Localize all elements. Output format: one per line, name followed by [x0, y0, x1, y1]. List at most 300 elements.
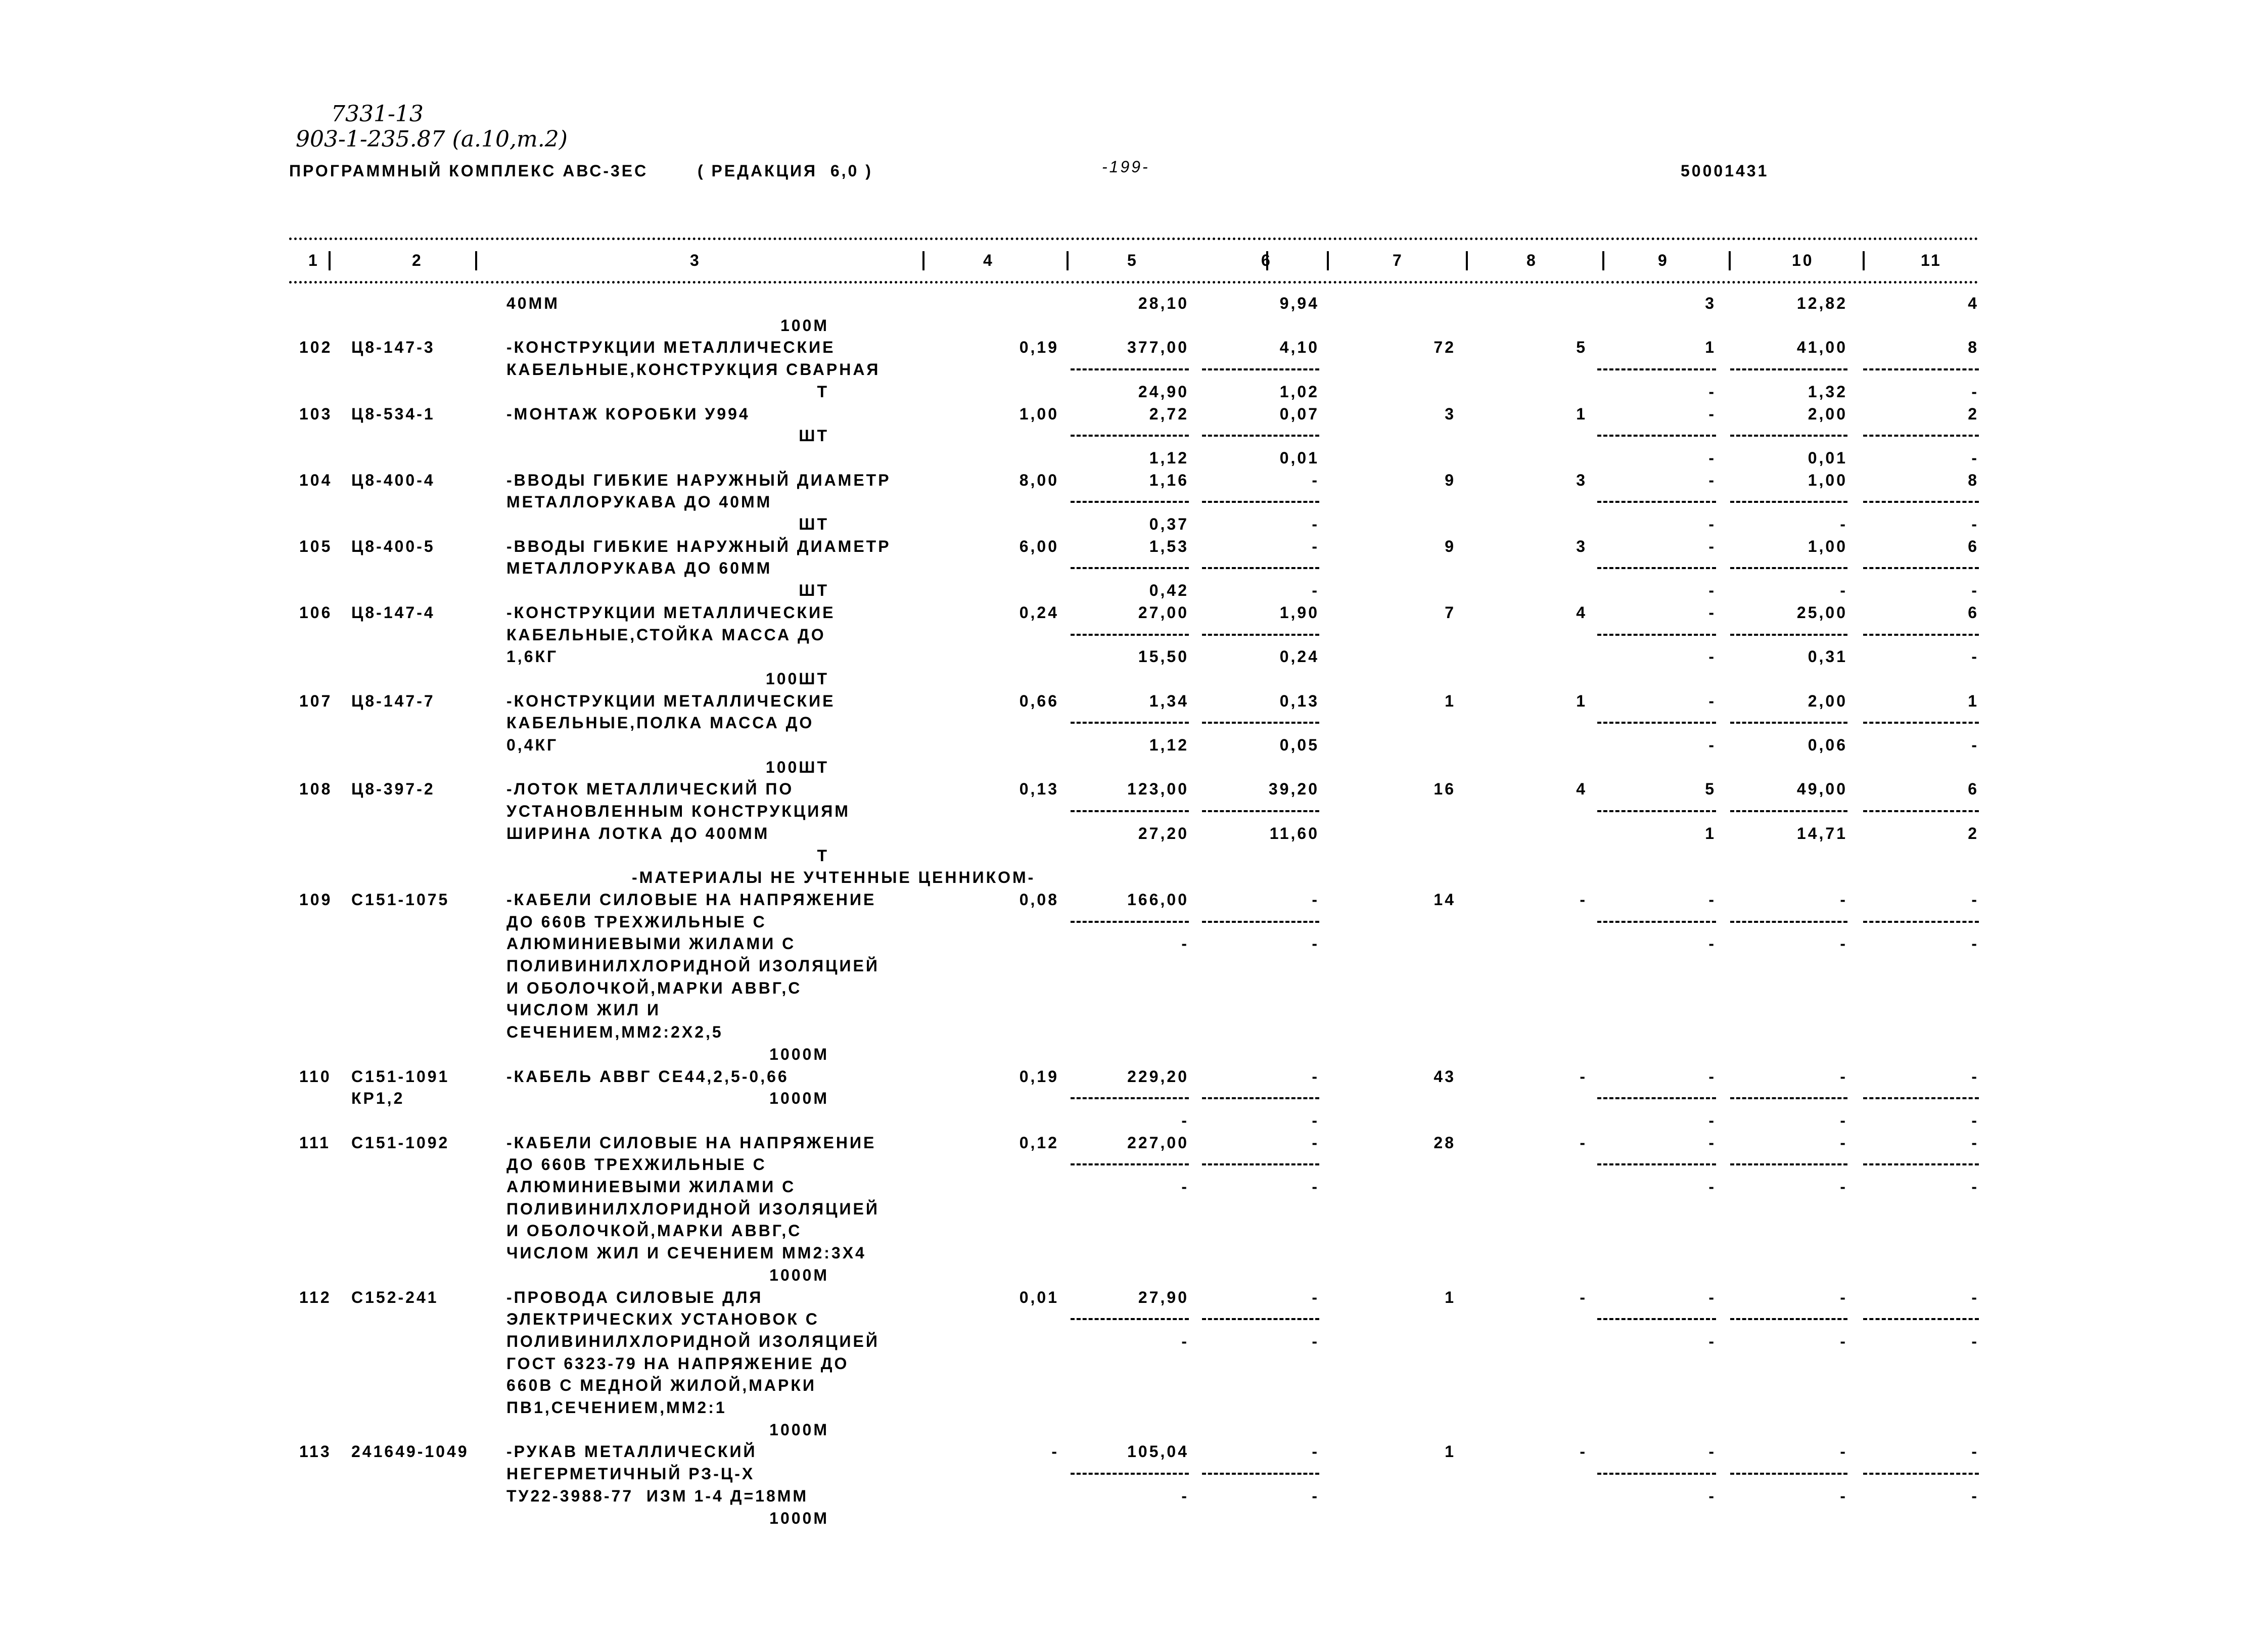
- cell-c11: -: [1971, 647, 1979, 666]
- cell-c7: 72: [1433, 338, 1456, 357]
- subtotal-divider: [1071, 810, 1189, 812]
- table-line: [0, 779, 2268, 801]
- cell-c11: -: [1971, 1067, 1979, 1086]
- cell-desc: КАБЕЛЬНЫЕ,ПОЛКА МАССА ДО: [506, 714, 814, 732]
- cell-desc: -КАБЕЛИ СИЛОВЫЕ НА НАПРЯЖЕНИЕ: [506, 1133, 876, 1152]
- table-line: [0, 889, 2268, 912]
- cell-c9: -: [1708, 1442, 1716, 1461]
- subtotal-divider: [1071, 921, 1189, 923]
- cell-desc: ЧИСЛОМ ЖИЛ И: [506, 1001, 661, 1019]
- subtotal-divider: [1202, 634, 1319, 636]
- cell-c11: 1: [1968, 691, 1979, 710]
- cell-c5: 15,50: [1138, 647, 1189, 666]
- table-line: [0, 536, 2268, 558]
- column-header-10: 10: [1792, 251, 1814, 269]
- subtotal-divider: [1071, 1473, 1189, 1475]
- cell-c10: 1,32: [1808, 382, 1847, 401]
- cell-c6: 1,02: [1279, 382, 1319, 401]
- cell-desc: ПВ1,СЕЧЕНИЕМ,ММ2:1: [506, 1398, 727, 1417]
- table-line: [0, 1397, 2268, 1420]
- cell-c7: 1: [1445, 1442, 1456, 1461]
- cell-c7: 1: [1445, 691, 1456, 710]
- cell-c7: 9: [1445, 471, 1456, 489]
- table-line: [0, 691, 2268, 713]
- table-line: [0, 1154, 2268, 1177]
- cell-c9: -: [1708, 471, 1716, 489]
- column-header-1: 1: [308, 251, 319, 269]
- cell-c9: -: [1708, 1067, 1716, 1086]
- cell-c7: 14: [1433, 890, 1456, 909]
- table-line: [0, 1066, 2268, 1089]
- cell-head: -МАТЕРИАЛЫ НЕ УЧТЕННЫЕ ЦЕННИКОМ-: [632, 868, 1036, 887]
- cell-c5: 2,72: [1149, 404, 1189, 423]
- cell-desc: СЕЧЕНИЕМ,ММ2:2Х2,5: [506, 1023, 723, 1042]
- cell-desc: ПОЛИВИНИЛХЛОРИДНОЙ ИЗОЛЯЦИЕЙ: [506, 957, 880, 975]
- cell-c7: 1: [1445, 1288, 1456, 1306]
- cell-desc: НЕГЕРМЕТИЧНЫЙ РЗ-Ц-Х: [506, 1465, 755, 1483]
- cell-code: С151-1075: [351, 890, 450, 909]
- table-line: [0, 514, 2268, 536]
- cell-c4: 0,19: [1019, 338, 1059, 357]
- column-separator: [922, 251, 924, 270]
- cell-num: 113: [299, 1442, 332, 1461]
- table-line: [0, 315, 2268, 338]
- cell-c6: 4,10: [1279, 338, 1319, 357]
- table-line: [0, 1243, 2268, 1265]
- subtotal-divider: [1730, 435, 1847, 437]
- subtotal-divider: [1597, 435, 1716, 437]
- cell-c10: 14,71: [1796, 824, 1847, 842]
- cell-c5: 1,53: [1149, 537, 1189, 555]
- column-separator: [1067, 251, 1069, 270]
- cell-unit: 100М: [780, 316, 829, 335]
- cell-c9: -: [1708, 1133, 1716, 1152]
- subtotal-divider: [1863, 435, 1979, 437]
- table-line: [0, 1022, 2268, 1044]
- table-line: [0, 757, 2268, 779]
- cell-code: Ц8-400-4: [351, 471, 435, 489]
- subtotal-divider: [1071, 722, 1189, 724]
- cell-c7: 9: [1445, 537, 1456, 555]
- cell-c11: -: [1971, 1133, 1979, 1152]
- cell-c9: -: [1708, 404, 1716, 423]
- column-header-2: 2: [412, 251, 423, 269]
- cell-c11: -: [1971, 1332, 1979, 1350]
- cell-code: С151-1091: [351, 1067, 450, 1086]
- table-line: [0, 625, 2268, 647]
- cell-c11: -: [1971, 934, 1979, 953]
- subtotal-divider: [1597, 501, 1716, 503]
- table-line: [0, 1000, 2268, 1022]
- cell-c10: 49,00: [1796, 780, 1847, 799]
- cell-desc: 1,6КГ: [506, 647, 559, 666]
- subtotal-divider: [1597, 368, 1716, 370]
- cell-c6: -: [1312, 471, 1319, 489]
- column-separator: [1266, 251, 1268, 270]
- table-line: [0, 1420, 2268, 1442]
- table-line: [0, 867, 2268, 889]
- cell-c5: -: [1181, 934, 1189, 953]
- table-line: [0, 1331, 2268, 1353]
- cell-c10: -: [1840, 934, 1847, 953]
- table-line: [0, 933, 2268, 956]
- table-line: [0, 1133, 2268, 1155]
- cell-c6: -: [1312, 1332, 1319, 1350]
- subtotal-divider: [1597, 1473, 1716, 1475]
- subtotal-divider: [1730, 921, 1847, 923]
- cell-desc: И ОБОЛОЧКОЙ,МАРКИ АВВГ,С: [506, 978, 802, 997]
- cell-desc: ЧИСЛОМ ЖИЛ И СЕЧЕНИЕМ ММ2:3Х4: [506, 1244, 866, 1262]
- cell-c6: 1,90: [1279, 603, 1319, 622]
- cell-c10: 25,00: [1796, 603, 1847, 622]
- column-header-6: 6: [1261, 251, 1272, 269]
- cell-c6: -: [1312, 1067, 1319, 1086]
- cell-c10: 0,01: [1808, 448, 1847, 467]
- cell-c5: 1,12: [1149, 448, 1189, 467]
- cell-desc: ДО 660В ТРЕХЖИЛЬНЫЕ С: [506, 1155, 767, 1174]
- subtotal-divider: [1597, 810, 1716, 812]
- cell-desc: ДО 660В ТРЕХЖИЛЬНЫЕ С: [506, 912, 767, 931]
- table-line: [0, 1177, 2268, 1199]
- cell-c5: 24,90: [1138, 382, 1189, 401]
- cell-desc: ПОЛИВИНИЛХЛОРИДНОЙ ИЗОЛЯЦИЕЙ: [506, 1199, 880, 1218]
- subtotal-divider: [1730, 1097, 1847, 1099]
- cell-c5: 377,00: [1127, 338, 1189, 357]
- cell-c10: -: [1840, 581, 1847, 600]
- subtotal-divider: [1863, 1163, 1979, 1165]
- cell-num: 107: [299, 691, 333, 710]
- cell-unit: 1000М: [769, 1045, 829, 1063]
- cell-c9: -: [1708, 691, 1716, 710]
- table-line: [0, 492, 2268, 514]
- cell-c10: 0,31: [1808, 647, 1847, 666]
- cell-unit: 1000М: [769, 1089, 829, 1108]
- subtotal-divider: [1597, 1318, 1716, 1320]
- subtotal-divider: [1597, 634, 1716, 636]
- column-header-5: 5: [1127, 251, 1138, 269]
- cell-desc: -ЛОТОК МЕТАЛЛИЧЕСКИЙ ПО: [506, 780, 794, 799]
- cell-c6: -: [1312, 1288, 1319, 1306]
- cell-c8: 4: [1576, 780, 1587, 799]
- table-line: [0, 293, 2268, 315]
- cell-unit: 1000М: [769, 1420, 829, 1439]
- cell-c10: 2,00: [1808, 691, 1847, 710]
- cell-c10: -: [1840, 1067, 1847, 1086]
- cell-c6: 0,01: [1279, 448, 1319, 467]
- cell-c4: 0,24: [1019, 603, 1059, 622]
- cell-unit: 100ШТ: [765, 669, 829, 688]
- subtotal-divider: [1071, 435, 1189, 437]
- cell-code: С151-1092: [351, 1133, 450, 1152]
- cell-c11: 6: [1968, 780, 1979, 799]
- cell-num: 110: [299, 1067, 332, 1086]
- cell-num: 105: [299, 537, 333, 555]
- subtotal-divider: [1730, 634, 1847, 636]
- cell-c4: 0,08: [1019, 890, 1059, 909]
- table-line: [0, 1353, 2268, 1376]
- cell-c8: 3: [1576, 471, 1587, 489]
- program-name: ПРОГРАММНЫЙ КОМПЛЕКС АВС-3ЕС: [289, 162, 649, 180]
- cell-c6: 11,60: [1269, 824, 1319, 842]
- subtotal-divider: [1071, 634, 1189, 636]
- cell-c4: 0,19: [1019, 1067, 1059, 1086]
- cell-c5: 0,42: [1149, 581, 1189, 600]
- table-line: [0, 470, 2268, 492]
- cell-unit: ШТ: [799, 581, 829, 600]
- cell-c11: -: [1971, 1288, 1979, 1306]
- subtotal-divider: [1730, 567, 1847, 569]
- cell-c5: 27,20: [1138, 824, 1189, 842]
- cell-c5: -: [1181, 1332, 1189, 1350]
- subtotal-divider: [1863, 567, 1979, 569]
- cell-desc: -ПРОВОДА СИЛОВЫЕ ДЛЯ: [506, 1288, 763, 1306]
- cell-c5: 229,20: [1127, 1067, 1189, 1086]
- cell-desc: 40ММ: [506, 294, 560, 312]
- cell-desc: -КОНСТРУКЦИИ МЕТАЛЛИЧЕСКИЕ: [506, 691, 836, 710]
- cell-c11: -: [1971, 890, 1979, 909]
- subtotal-divider: [1730, 368, 1847, 370]
- subtotal-divider: [1202, 1318, 1319, 1320]
- cell-c6: -: [1312, 890, 1319, 909]
- table-line: [0, 426, 2268, 448]
- cell-c7: 3: [1445, 404, 1456, 423]
- cell-c9: -: [1708, 448, 1716, 467]
- cell-c5: 28,10: [1138, 294, 1189, 312]
- cell-c10: 0,06: [1808, 736, 1847, 754]
- cell-c4: 0,13: [1019, 780, 1059, 799]
- cell-num: 111: [299, 1133, 331, 1152]
- table-line: [0, 912, 2268, 934]
- cell-num: 102: [299, 338, 333, 357]
- subtotal-divider: [1863, 368, 1979, 370]
- table-line: [0, 382, 2268, 404]
- cell-c10: -: [1840, 1332, 1847, 1350]
- subtotal-divider: [1202, 810, 1319, 812]
- cell-c9: -: [1708, 1332, 1716, 1350]
- table-line: [0, 404, 2268, 426]
- cell-c9: -: [1708, 934, 1716, 953]
- cell-c10: -: [1840, 1178, 1847, 1196]
- cell-desc: ГОСТ 6323-79 НА НАПРЯЖЕНИЕ ДО: [506, 1354, 849, 1373]
- table-line: [0, 1441, 2268, 1464]
- cell-desc: -КАБЕЛИ СИЛОВЫЕ НА НАПРЯЖЕНИЕ: [506, 890, 876, 909]
- table-header-rule: [289, 281, 1979, 284]
- table-line: [0, 1110, 2268, 1133]
- cell-code: Ц8-147-3: [351, 338, 435, 357]
- table-line: [0, 1508, 2268, 1530]
- cell-c9: -: [1708, 382, 1716, 401]
- subtotal-divider: [1071, 567, 1189, 569]
- cell-c10: -: [1840, 890, 1847, 909]
- cell-c9: -: [1708, 647, 1716, 666]
- cell-code: Ц8-147-7: [351, 691, 435, 710]
- cell-c5: -: [1181, 1111, 1189, 1130]
- cell-c4: 0,01: [1019, 1288, 1059, 1306]
- cell-code: Ц8-534-1: [351, 404, 435, 423]
- cell-c8: -: [1580, 1133, 1587, 1152]
- cell-desc: -ВВОДЫ ГИБКИЕ НАРУЖНЫЙ ДИАМЕТР: [506, 537, 891, 555]
- cell-desc: 0,4КГ: [506, 736, 559, 754]
- table-line: [0, 580, 2268, 602]
- cell-c9: -: [1708, 736, 1716, 754]
- cell-c11: -: [1971, 736, 1979, 754]
- cell-c11: 6: [1968, 603, 1979, 622]
- cell-c7: 43: [1433, 1067, 1456, 1086]
- subtotal-divider: [1863, 1318, 1979, 1320]
- subtotal-divider: [1597, 921, 1716, 923]
- cell-c10: -: [1840, 1288, 1847, 1306]
- cell-code: Ц8-400-5: [351, 537, 435, 555]
- cell-c9: 5: [1705, 780, 1716, 799]
- cell-num: 103: [299, 404, 333, 423]
- cell-c8: 4: [1576, 603, 1587, 622]
- cell-c4: 0,66: [1019, 691, 1059, 710]
- cell-c11: 2: [1968, 824, 1979, 842]
- cell-c7: 16: [1433, 780, 1456, 799]
- subtotal-divider: [1863, 1473, 1979, 1475]
- cell-c10: -: [1840, 1111, 1847, 1130]
- cell-c10: -: [1840, 1442, 1847, 1461]
- subtotal-divider: [1730, 1473, 1847, 1475]
- cell-code: 241649-1049: [351, 1442, 469, 1461]
- column-header-11: 11: [1921, 251, 1942, 269]
- cell-c8: -: [1580, 1067, 1587, 1086]
- cell-c11: 8: [1968, 338, 1979, 357]
- table-line: [0, 735, 2268, 757]
- cell-desc: -РУКАВ МЕТАЛЛИЧЕСКИЙ: [506, 1442, 757, 1461]
- subtotal-divider: [1597, 567, 1716, 569]
- cell-num: 109: [299, 890, 333, 909]
- column-separator: [1863, 251, 1865, 270]
- cell-c6: 0,13: [1279, 691, 1319, 710]
- table-line: [0, 337, 2268, 359]
- handwritten-archive-number: 7331-13: [331, 101, 424, 127]
- column-separator: [1729, 251, 1731, 270]
- cell-unit: Т: [817, 382, 829, 401]
- table-line: [0, 801, 2268, 823]
- column-separator: [329, 251, 331, 270]
- cell-c7: 7: [1445, 603, 1456, 622]
- cell-c11: -: [1971, 1486, 1979, 1505]
- cell-num: 112: [299, 1288, 332, 1306]
- subtotal-divider: [1071, 501, 1189, 503]
- subtotal-divider: [1202, 501, 1319, 503]
- cell-c8: -: [1580, 890, 1587, 909]
- column-separator: [1327, 251, 1329, 270]
- column-header-8: 8: [1526, 251, 1538, 269]
- cell-c4: 0,12: [1019, 1133, 1059, 1152]
- cell-c4: 1,00: [1019, 404, 1059, 423]
- cell-code: С152-241: [351, 1288, 439, 1306]
- table-line: [0, 1486, 2268, 1508]
- cell-c5: 123,00: [1127, 780, 1189, 799]
- subtotal-divider: [1863, 634, 1979, 636]
- cell-c9: -: [1708, 890, 1716, 909]
- cell-c4: -: [1051, 1442, 1059, 1461]
- cell-c11: -: [1971, 448, 1979, 467]
- cell-unit: 1000М: [769, 1265, 829, 1284]
- cell-c8: -: [1580, 1288, 1587, 1306]
- column-header-9: 9: [1658, 251, 1669, 269]
- cell-c6: -: [1312, 1133, 1319, 1152]
- cell-desc: ТУ22-3988-77 ИЗМ 1-4 Д=18ММ: [506, 1486, 809, 1505]
- cell-c6: 39,20: [1268, 780, 1319, 799]
- subtotal-divider: [1202, 1473, 1319, 1475]
- cell-desc: КАБЕЛЬНЫЕ,СТОЙКА МАССА ДО: [506, 625, 826, 644]
- table-top-rule: [289, 238, 1979, 240]
- cell-c11: -: [1971, 1111, 1979, 1130]
- subtotal-divider: [1071, 1097, 1189, 1099]
- subtotal-divider: [1863, 1097, 1979, 1099]
- table-line: [0, 1309, 2268, 1331]
- cell-c6: -: [1312, 1178, 1319, 1196]
- cell-c5: 27,00: [1138, 603, 1189, 622]
- cell-c6: -: [1312, 515, 1319, 533]
- subtotal-divider: [1202, 722, 1319, 724]
- table-line: [0, 1464, 2268, 1486]
- table-line: [0, 956, 2268, 978]
- cell-c9: -: [1708, 581, 1716, 600]
- cell-code: Ц8-397-2: [351, 780, 435, 799]
- handwritten-project-reference: 903-1-235.87 (а.10,т.2): [296, 126, 568, 152]
- subtotal-divider: [1202, 1163, 1319, 1165]
- edition-label: ( РЕДАКЦИЯ 6,0 ): [698, 162, 873, 180]
- cell-c5: -: [1181, 1486, 1189, 1505]
- cell-c6: -: [1312, 581, 1319, 600]
- table-line: [0, 646, 2268, 669]
- table-line: [0, 1265, 2268, 1287]
- table-line: [0, 602, 2268, 625]
- subtotal-divider: [1202, 921, 1319, 923]
- subtotal-divider: [1863, 722, 1979, 724]
- cell-code: Ц8-147-4: [351, 603, 435, 622]
- cell-c10: -: [1840, 1486, 1847, 1505]
- subtotal-divider: [1202, 435, 1319, 437]
- subtotal-divider: [1202, 368, 1319, 370]
- cell-unit: Т: [817, 846, 829, 865]
- cell-desc: ШИРИНА ЛОТКА ДО 400ММ: [506, 824, 770, 842]
- subtotal-divider: [1730, 1318, 1847, 1320]
- subtotal-divider: [1597, 1097, 1716, 1099]
- cell-c9: 3: [1705, 294, 1716, 312]
- cell-c10: -: [1840, 515, 1847, 533]
- column-separator: [1466, 251, 1468, 270]
- cell-c6: -: [1312, 1486, 1319, 1505]
- subtotal-divider: [1730, 1163, 1847, 1165]
- cell-code: КР1,2: [351, 1089, 405, 1108]
- cell-c6: -: [1312, 934, 1319, 953]
- cell-desc: -КАБЕЛЬ АВВГ СЕ44,2,5-0,66: [506, 1067, 789, 1086]
- cell-c5: 1,12: [1149, 736, 1189, 754]
- cell-c5: 27,90: [1138, 1288, 1189, 1306]
- cell-desc: -МОНТАЖ КОРОБКИ У994: [506, 404, 750, 423]
- document-code: 50001431: [1681, 162, 1769, 180]
- cell-desc: МЕТАЛЛОРУКАВА ДО 40ММ: [506, 493, 772, 511]
- cell-c6: 0,05: [1279, 736, 1319, 754]
- table-line: [0, 1375, 2268, 1397]
- cell-c9: -: [1708, 1111, 1716, 1130]
- cell-c6: 9,94: [1279, 294, 1319, 312]
- cell-desc: МЕТАЛЛОРУКАВА ДО 60ММ: [506, 559, 772, 578]
- table-line: [0, 1221, 2268, 1243]
- cell-c5: 1,16: [1149, 471, 1189, 489]
- table-line: [0, 846, 2268, 868]
- cell-c4: 8,00: [1019, 471, 1059, 489]
- cell-c11: 6: [1968, 537, 1979, 555]
- cell-c5: 166,00: [1127, 890, 1189, 909]
- cell-c10: 1,00: [1808, 537, 1847, 555]
- cell-c11: 8: [1968, 471, 1979, 489]
